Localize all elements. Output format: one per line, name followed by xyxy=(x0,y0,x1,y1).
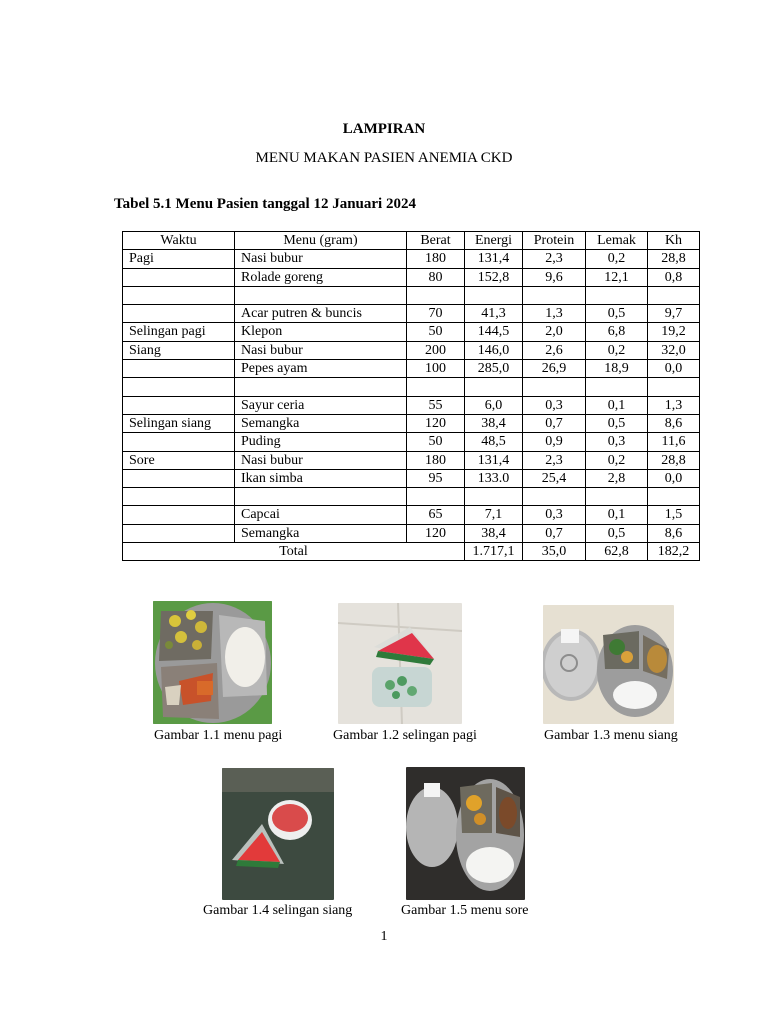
page-number: 1 xyxy=(380,929,388,944)
cell-lemak xyxy=(586,378,648,396)
table-row xyxy=(123,341,700,359)
cell-menu: Capcai xyxy=(235,506,407,524)
cell-berat: 95 xyxy=(407,469,465,487)
cell-protein: 2,3 xyxy=(523,451,586,469)
cell-waktu: Selingan siang xyxy=(123,414,235,432)
cell-menu: Sayur ceria xyxy=(235,396,407,414)
table-row xyxy=(123,286,700,304)
cell-kh: 11,6 xyxy=(648,433,700,451)
cell-kh: 8,6 xyxy=(648,524,700,542)
figure-caption-4: Gambar 1.4 selingan siang xyxy=(203,903,353,918)
cell-protein: 0,7 xyxy=(523,414,586,432)
table-row xyxy=(123,305,700,323)
cell-menu: Ikan simba xyxy=(235,469,407,487)
figure-caption-2: Gambar 1.2 selingan pagi xyxy=(333,728,477,743)
header-berat: Berat xyxy=(407,232,465,250)
header-protein: Protein xyxy=(523,232,586,250)
cell-waktu xyxy=(123,268,235,286)
cell-berat: 50 xyxy=(407,433,465,451)
figure-caption-5: Gambar 1.5 menu sore xyxy=(401,903,529,918)
table-row xyxy=(123,250,700,268)
table-row xyxy=(123,414,700,432)
photo-menu-siang xyxy=(543,605,674,724)
table-total-row xyxy=(123,543,700,561)
cell-waktu: Pagi xyxy=(123,250,235,268)
cell-protein: 0,3 xyxy=(523,506,586,524)
cell-energi: 146,0 xyxy=(465,341,523,359)
cell-waktu xyxy=(123,488,235,506)
cell-energi: 41,3 xyxy=(465,305,523,323)
cell-menu: Semangka xyxy=(235,414,407,432)
figure-caption-3: Gambar 1.3 menu siang xyxy=(544,728,678,743)
cell-energi xyxy=(465,378,523,396)
cell-berat: 180 xyxy=(407,451,465,469)
cell-kh xyxy=(648,378,700,396)
cell-kh xyxy=(648,286,700,304)
table-row xyxy=(123,433,700,451)
header-kh: Kh xyxy=(648,232,700,250)
cell-energi: 7,1 xyxy=(465,506,523,524)
cell-energi: 38,4 xyxy=(465,524,523,542)
cell-waktu: Selingan pagi xyxy=(123,323,235,341)
cell-lemak: 0,1 xyxy=(586,506,648,524)
cell-energi: 48,5 xyxy=(465,433,523,451)
cell-waktu xyxy=(123,286,235,304)
cell-menu: Acar putren & buncis xyxy=(235,305,407,323)
cell-lemak: 0,3 xyxy=(586,433,648,451)
cell-protein: 1,3 xyxy=(523,305,586,323)
cell-kh: 28,8 xyxy=(648,451,700,469)
cell-energi: 285,0 xyxy=(465,360,523,378)
cell-lemak: 0,5 xyxy=(586,524,648,542)
cell-lemak: 0,2 xyxy=(586,250,648,268)
cell-lemak: 0,2 xyxy=(586,341,648,359)
cell-kh: 32,0 xyxy=(648,341,700,359)
total-energi: 1.717,1 xyxy=(465,543,523,561)
page-subtitle: MENU MAKAN PASIEN ANEMIA CKD xyxy=(255,150,513,166)
table-row xyxy=(123,488,700,506)
cell-kh: 1,3 xyxy=(648,396,700,414)
cell-kh: 28,8 xyxy=(648,250,700,268)
header-waktu: Waktu xyxy=(123,232,235,250)
figure-caption-1: Gambar 1.1 menu pagi xyxy=(154,728,283,743)
cell-energi: 38,4 xyxy=(465,414,523,432)
total-kh: 182,2 xyxy=(648,543,700,561)
cell-protein xyxy=(523,286,586,304)
cell-berat: 120 xyxy=(407,414,465,432)
cell-energi: 133.0 xyxy=(465,469,523,487)
cell-lemak: 2,8 xyxy=(586,469,648,487)
cell-lemak xyxy=(586,286,648,304)
cell-protein: 2,0 xyxy=(523,323,586,341)
cell-lemak xyxy=(586,488,648,506)
photo-menu-sore xyxy=(406,767,525,900)
cell-berat: 180 xyxy=(407,250,465,268)
cell-kh: 0,8 xyxy=(648,268,700,286)
cell-waktu: Siang xyxy=(123,341,235,359)
cell-kh xyxy=(648,488,700,506)
cell-kh: 8,6 xyxy=(648,414,700,432)
table-header-row xyxy=(123,232,700,250)
cell-protein: 0,7 xyxy=(523,524,586,542)
cell-waktu xyxy=(123,396,235,414)
cell-waktu xyxy=(123,360,235,378)
cell-menu: Nasi bubur xyxy=(235,341,407,359)
cell-berat: 65 xyxy=(407,506,465,524)
cell-protein: 0,9 xyxy=(523,433,586,451)
menu-pagi-image xyxy=(153,601,272,724)
cell-kh: 0,0 xyxy=(648,469,700,487)
cell-kh: 9,7 xyxy=(648,305,700,323)
photo-selingan-siang xyxy=(222,768,334,900)
cell-lemak: 0,1 xyxy=(586,396,648,414)
table-row xyxy=(123,378,700,396)
cell-menu: Rolade goreng xyxy=(235,268,407,286)
cell-kh: 19,2 xyxy=(648,323,700,341)
cell-lemak: 0,2 xyxy=(586,451,648,469)
cell-lemak: 6,8 xyxy=(586,323,648,341)
photo-menu-pagi xyxy=(153,601,272,724)
menu-siang-image xyxy=(543,605,674,724)
menu-sore-image xyxy=(406,767,525,900)
header-lemak: Lemak xyxy=(586,232,648,250)
total-lemak: 62,8 xyxy=(586,543,648,561)
cell-menu: Pepes ayam xyxy=(235,360,407,378)
cell-menu xyxy=(235,378,407,396)
cell-waktu xyxy=(123,469,235,487)
cell-menu xyxy=(235,488,407,506)
cell-berat: 70 xyxy=(407,305,465,323)
cell-energi: 131,4 xyxy=(465,250,523,268)
cell-protein xyxy=(523,488,586,506)
cell-waktu xyxy=(123,524,235,542)
cell-protein: 2,6 xyxy=(523,341,586,359)
header-menu: Menu (gram) xyxy=(235,232,407,250)
table-row xyxy=(123,506,700,524)
cell-protein: 0,3 xyxy=(523,396,586,414)
cell-energi xyxy=(465,488,523,506)
table-row xyxy=(123,451,700,469)
total-protein: 35,0 xyxy=(523,543,586,561)
cell-lemak: 18,9 xyxy=(586,360,648,378)
table-row xyxy=(123,469,700,487)
cell-waktu xyxy=(123,378,235,396)
selingan-pagi-image xyxy=(338,603,462,724)
cell-protein xyxy=(523,378,586,396)
cell-energi: 131,4 xyxy=(465,451,523,469)
cell-berat: 55 xyxy=(407,396,465,414)
cell-lemak: 0,5 xyxy=(586,414,648,432)
cell-menu xyxy=(235,286,407,304)
selingan-siang-image xyxy=(222,768,334,900)
table-row xyxy=(123,268,700,286)
table-row xyxy=(123,360,700,378)
cell-protein: 2,3 xyxy=(523,250,586,268)
header-energi: Energi xyxy=(465,232,523,250)
cell-energi: 6,0 xyxy=(465,396,523,414)
cell-berat xyxy=(407,378,465,396)
cell-kh: 0,0 xyxy=(648,360,700,378)
cell-lemak: 12,1 xyxy=(586,268,648,286)
cell-kh: 1,5 xyxy=(648,506,700,524)
cell-berat: 200 xyxy=(407,341,465,359)
table-caption: Tabel 5.1 Menu Pasien tanggal 12 Januari 2024 xyxy=(114,196,416,212)
cell-berat xyxy=(407,286,465,304)
cell-waktu xyxy=(123,433,235,451)
cell-protein: 9,6 xyxy=(523,268,586,286)
total-label: Total xyxy=(123,543,465,561)
cell-berat: 50 xyxy=(407,323,465,341)
cell-energi: 152,8 xyxy=(465,268,523,286)
page-title: LAMPIRAN xyxy=(342,121,426,137)
cell-menu: Nasi bubur xyxy=(235,250,407,268)
cell-menu: Klepon xyxy=(235,323,407,341)
cell-lemak: 0,5 xyxy=(586,305,648,323)
photo-selingan-pagi xyxy=(338,603,462,724)
table-row xyxy=(123,323,700,341)
cell-waktu xyxy=(123,506,235,524)
cell-menu: Puding xyxy=(235,433,407,451)
cell-energi: 144,5 xyxy=(465,323,523,341)
cell-menu: Nasi bubur xyxy=(235,451,407,469)
cell-berat: 100 xyxy=(407,360,465,378)
cell-berat: 120 xyxy=(407,524,465,542)
cell-berat xyxy=(407,488,465,506)
table-row xyxy=(123,524,700,542)
menu-table xyxy=(122,231,700,561)
cell-menu: Semangka xyxy=(235,524,407,542)
cell-protein: 26,9 xyxy=(523,360,586,378)
cell-waktu: Sore xyxy=(123,451,235,469)
table-row xyxy=(123,396,700,414)
cell-protein: 25,4 xyxy=(523,469,586,487)
cell-waktu xyxy=(123,305,235,323)
cell-berat: 80 xyxy=(407,268,465,286)
cell-energi xyxy=(465,286,523,304)
